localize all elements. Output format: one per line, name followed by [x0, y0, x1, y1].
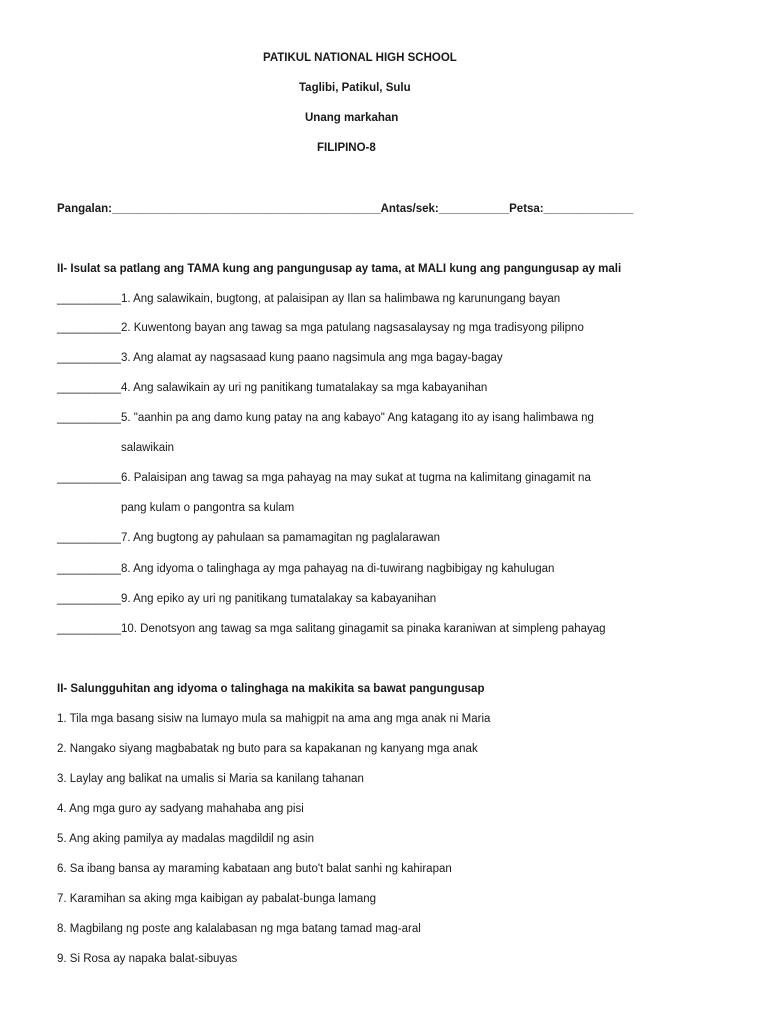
list-item	[57, 622, 606, 636]
list-item	[57, 381, 487, 395]
item-text: 6. Palaisipan ang tawag sa mga pahayag na may sukat at tugma na kalimitang ginagamit na	[120, 472, 591, 484]
list-item: 5. Ang aking pamilya ay madalas magdildil ng asin	[57, 833, 314, 845]
item-text: 4. Ang salawikain ay uri ng panitikang tumatalakay sa mga kabayanihan	[120, 382, 488, 394]
name-label: Pangalan:	[57, 203, 112, 215]
date-label: Petsa:	[509, 203, 544, 215]
item-text: 8. Ang idyoma o talinghaga ay mga pahayag na di-tuwirang nagbibigay ng kahulugan	[120, 563, 555, 575]
answer-blank: __________	[57, 293, 121, 305]
list-item: 7. Karamihan sa aking mga kaibigan ay pabalat-bunga lamang	[57, 893, 377, 905]
student-info-line	[57, 202, 633, 216]
list-item	[57, 411, 594, 425]
part2-instruction: II- Salungguhitan ang idyoma o talinghaga na makikita sa bawat pangungusap	[57, 683, 485, 695]
list-item: 9. Si Rosa ay napaka balat-sibuyas	[57, 953, 238, 965]
list-item	[57, 592, 436, 606]
item-text: 5. "aanhin pa ang damo kung patay na ang kabayo" Ang katagang ito ay isang halimbawa ng	[120, 412, 594, 424]
list-item: 6. Sa ibang bansa ay maraming kabataan ang buto't balat sanhi ng kahirapan	[57, 863, 452, 875]
item-text: 3. Ang alamat ay nagsasaad kung paano nagsimula ang mga bagay-bagay	[120, 352, 503, 364]
quarter-label: Unang markahan	[305, 112, 399, 124]
list-item: 8. Magbilang ng poste ang kalalabasan ng mga batang tamad mag-aral	[57, 923, 421, 935]
school-address: Taglibi, Patikul, Sulu	[299, 82, 411, 94]
answer-blank: __________	[57, 563, 121, 575]
school-name: PATIKUL NATIONAL HIGH SCHOOL	[263, 52, 457, 64]
item-text: 1. Ang salawikain, bugtong, at palaisipan ay Ilan sa halimbawa ng karunungang bayan	[120, 293, 561, 305]
answer-blank: __________	[57, 352, 121, 364]
answer-blank: __________	[57, 623, 121, 635]
answer-blank: __________	[57, 382, 121, 394]
date-blank: ______________	[543, 203, 634, 215]
section-label: Antas/sek:	[380, 203, 439, 215]
answer-blank: __________	[57, 593, 121, 605]
list-item	[57, 351, 503, 365]
list-item	[57, 562, 554, 576]
item-text: 2. Kuwentong bayan ang tawag sa mga patulang nagsasalaysay ng mga tradisyong pilipno	[120, 322, 584, 334]
answer-blank: __________	[57, 322, 121, 334]
list-item: 4. Ang mga guro ay sadyang mahahaba ang pisi	[57, 803, 304, 815]
section-blank: ___________	[438, 203, 510, 215]
answer-blank: __________	[57, 532, 121, 544]
list-item: 1. Tila mga basang sisiw na lumayo mula sa mahigpit na ama ang mga anak ni Maria	[57, 713, 491, 725]
item-text: 10. Denotsyon ang tawag sa mga salitang ginagamit sa pinaka karaniwan at simpleng pahayag	[120, 623, 606, 635]
list-item	[57, 471, 591, 485]
item-text: 9. Ang epiko ay uri ng panitikang tumatalakay sa kabayanihan	[120, 593, 437, 605]
list-item: 2. Nangako siyang magbabatak ng buto para sa kapakanan ng kanyang mga anak	[57, 743, 478, 755]
answer-blank: __________	[57, 472, 121, 484]
item-continuation: salawikain	[121, 442, 175, 454]
item-continuation: pang kulam o pangontra sa kulam	[121, 502, 295, 514]
name-blank: __________________________________________	[111, 203, 381, 215]
list-item	[57, 531, 440, 545]
subject-label: FILIPINO-8	[317, 142, 376, 154]
list-item	[57, 321, 584, 335]
item-text: 7. Ang bugtong ay pahulaan sa pamamagitan ng paglalarawan	[120, 532, 441, 544]
list-item: 3. Laylay ang balikat na umalis si Maria sa kanilang tahanan	[57, 773, 364, 785]
list-item	[57, 292, 560, 306]
answer-blank: __________	[57, 412, 121, 424]
part1-instruction: II- Isulat sa patlang ang TAMA kung ang pangungusap ay tama, at MALI kung ang pangungusap ay mali	[57, 263, 622, 275]
